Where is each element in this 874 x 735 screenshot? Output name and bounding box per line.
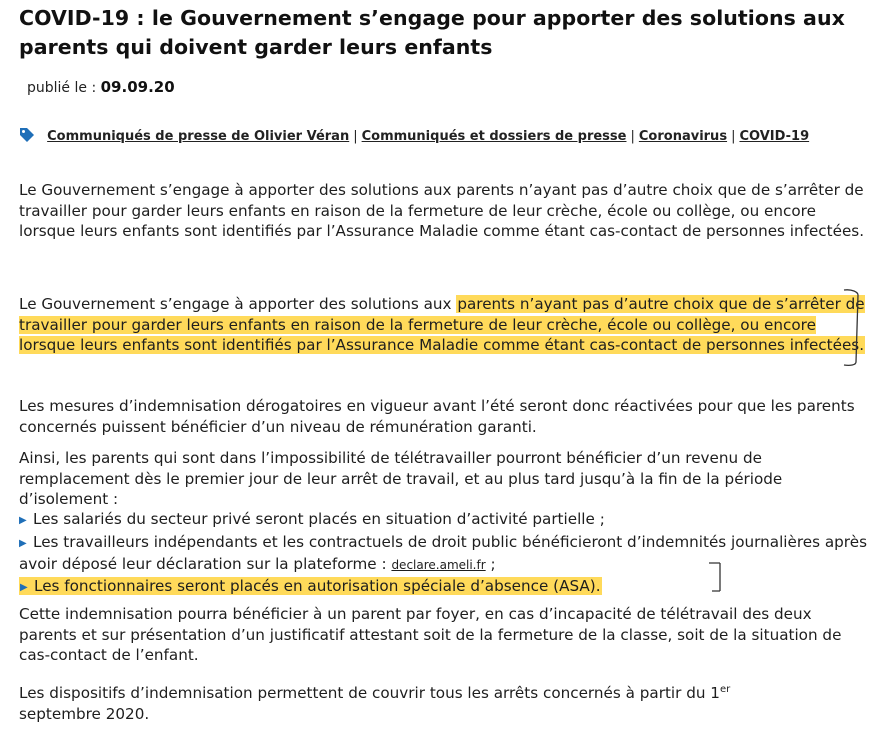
triangle-bullet-icon: ▶ bbox=[19, 515, 27, 526]
paragraph-measures: Les mesures d’indemnisation dérogatoires en vigueur avant l’été seront donc réactivées pour que les parents concernés puissent bénéficier d’un niveau de rémunération garanti. bbox=[19, 397, 855, 436]
tag-separator: | bbox=[353, 129, 358, 144]
publication-info bbox=[27, 78, 175, 96]
list-item-text: Les travailleurs indépendants et les contractuels de droit public bénéficieront d’indemnités journalières après avoir déposé leur déclaration sur la plateforme : bbox=[19, 532, 867, 573]
coverage-date: septembre 2020. bbox=[19, 704, 150, 723]
tag-list bbox=[19, 127, 809, 147]
tag-link-communiques-dossiers[interactable]: Communiqués et dossiers de presse bbox=[361, 129, 627, 144]
superscript-er: er bbox=[719, 683, 731, 695]
highlighted-text: parents n’ayant pas d’autre choix que de s’arrêter de travailler pour garder leurs enfants en raison de la fermeture de leur crèche, école ou collège, ou encore lorsque leurs enfants sont identifiés par l’Assurance Maladie comme étant cas-contact de personnes infectées. bbox=[19, 295, 865, 354]
tag-link-communiques-veran[interactable]: Communiqués de presse de Olivier Véran bbox=[47, 129, 350, 144]
paragraph-prefix: Le Gouvernement s’engage à apporter des solutions aux bbox=[19, 295, 457, 313]
triangle-bullet-icon: ▶ bbox=[20, 581, 28, 593]
tag-separator: | bbox=[630, 129, 635, 144]
list-item bbox=[19, 509, 869, 532]
published-label: publié le : bbox=[27, 80, 97, 96]
article-title: COVID-19 : le Gouvernement s’engage pour apporter des solutions aux parents qui doivent garder leurs enfants bbox=[19, 6, 845, 59]
coverage-text: Les dispositifs d’indemnisation permettent de couvrir tous les arrêts concernés à partir du 1 bbox=[19, 684, 720, 702]
beneficiaries-list bbox=[19, 509, 869, 598]
published-date: 09.09.20 bbox=[100, 78, 175, 96]
tag-link-coronavirus[interactable]: Coronavirus bbox=[638, 129, 728, 144]
paragraph-intro-highlighted bbox=[19, 294, 869, 356]
ameli-link[interactable]: declare.ameli.fr bbox=[391, 558, 486, 572]
paragraph-coverage bbox=[19, 683, 869, 724]
tag-icon bbox=[19, 127, 35, 147]
list-item-text-highlighted: Les fonctionnaires seront placés en autorisation spéciale d’absence (ASA). bbox=[34, 576, 601, 595]
handwritten-bracket-mark bbox=[706, 560, 728, 596]
list-item bbox=[19, 532, 869, 576]
list-item-end: ; bbox=[490, 555, 496, 573]
tag-link-covid19[interactable]: COVID-19 bbox=[739, 129, 810, 144]
handwritten-bracket-mark bbox=[838, 286, 864, 370]
triangle-bullet-icon: ▶ bbox=[19, 537, 27, 549]
tag-separator: | bbox=[731, 129, 736, 144]
list-item-text: Les salariés du secteur privé seront placés en situation d’activité partielle ; bbox=[33, 510, 605, 528]
list-item bbox=[19, 576, 869, 599]
paragraph-replacement-income: Ainsi, les parents qui sont dans l’impossibilité de télétravailler pourront bénéficier d’un revenu de remplacement dès le premier jour de leur arrêt de travail, et au plus tard jusqu’à la fin de la période d’isolement : bbox=[19, 449, 783, 508]
paragraph-intro: Le Gouvernement s’engage à apporter des solutions aux parents n’ayant pas d’autre choix que de s’arrêter de travailler pour garder leurs enfants en raison de la fermeture de leur crèche, école ou collège, ou encore lorsque leurs enfants sont identifiés par l’Assurance Maladie comme étant cas-contact de personnes infectées. bbox=[19, 181, 865, 240]
paragraph-one-parent: Cette indemnisation pourra bénéficier à un parent par foyer, en cas d’incapacité de télétravail des deux parents et sur présentation d’un justificatif attestant soit de la fermeture de la classe, soit de la situation de cas-contact de l’enfant. bbox=[19, 605, 842, 664]
